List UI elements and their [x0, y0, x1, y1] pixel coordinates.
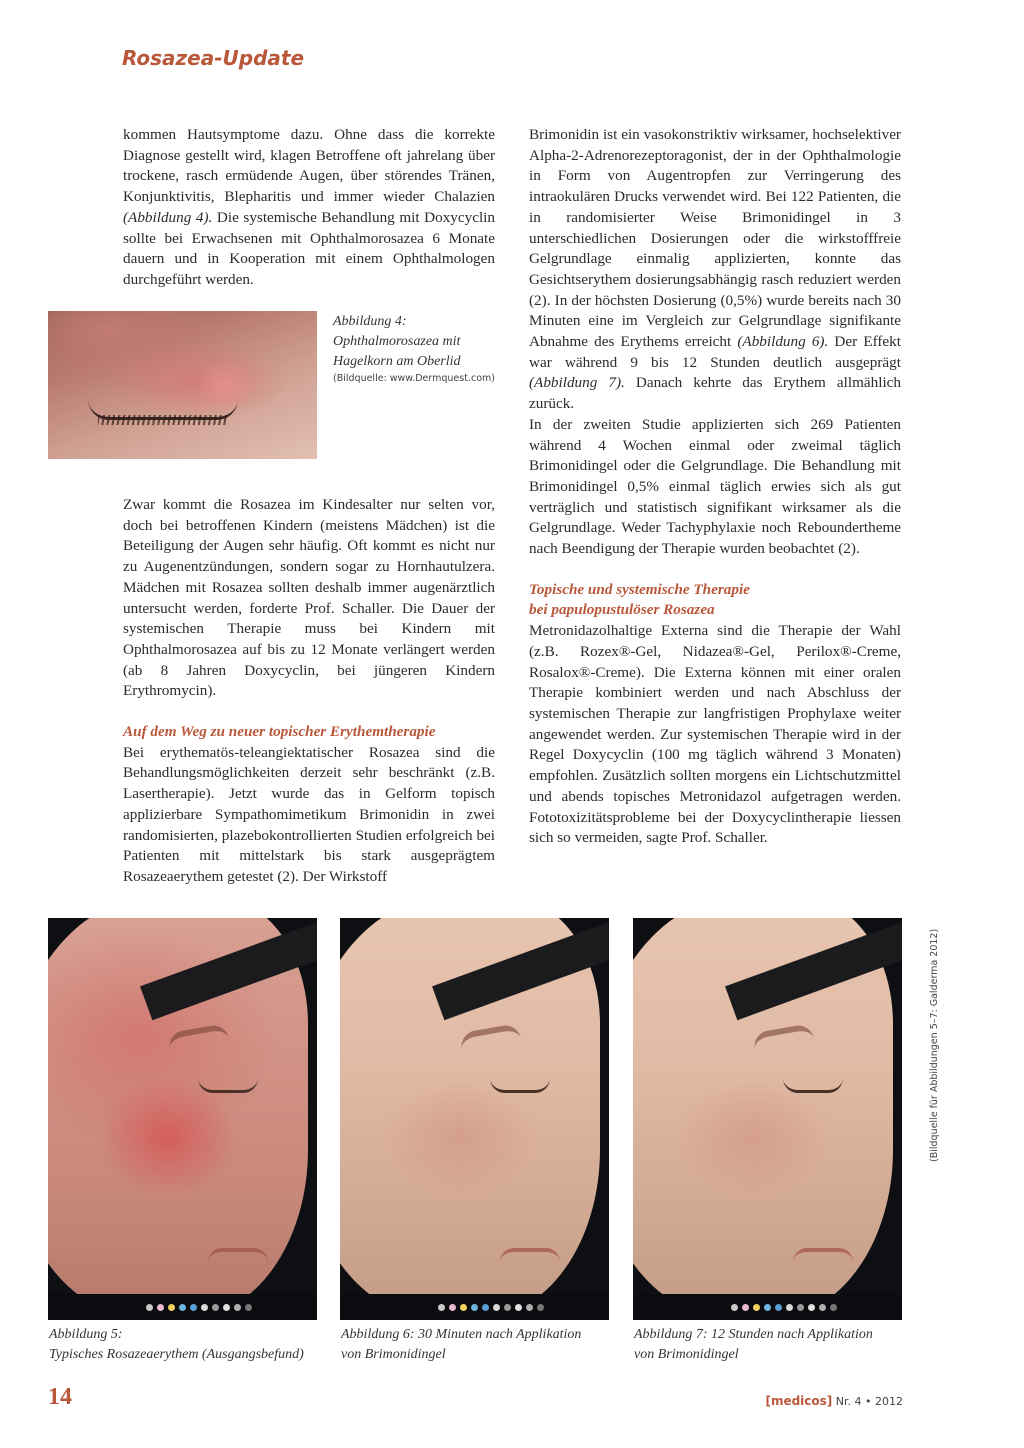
- image-source: (Bildquelle: www.Dermquest.com): [333, 373, 495, 384]
- subheading-line: bei papulopustulöser Rosazea: [529, 601, 715, 619]
- figure-reference: (Abbildung 4).: [123, 208, 213, 226]
- color-swatch: [731, 1304, 738, 1311]
- paragraph-text: Brimonidin ist ein vasokonstriktiv wirksamer, hochselektiver Alpha-2-Adrenorezeptoragonist, der in der Ophthalmologie in Form von Augentropfen zur Verringerung des intraokulären Drucks verwendet wird. Bei 122 Patienten, die in randomisierter Weise Brimonidingel in 3 unterschiedlichen Dosierungen oder die wirkstofffreie Gelgrundlage einmalig applizierten, konnte das Gesichtserythem dosierungsabhängig rasch reduziert werden (2). In der höchsten Dosierung (0,5%) wurde bereits nach 30 Minuten eine im Vergleich zur Gelgrundlage signifikante Abnahme des Erythems erreicht: [529, 126, 901, 351]
- color-swatch: [742, 1304, 749, 1311]
- image-credit-vertical: [911, 918, 940, 1162]
- caption-line: Abbildung 7: 12 Stunden nach Applikation: [634, 1327, 873, 1342]
- subheading-line: Topische und systemische Therapie: [529, 580, 750, 598]
- right-column: [529, 125, 901, 849]
- page-header-title: Rosazea-Update: [122, 46, 305, 70]
- figure-6-image: [340, 918, 609, 1320]
- caption-line: von Brimonidingel: [341, 1347, 446, 1362]
- caption-line: Ophthalmorosazea mit: [333, 334, 461, 349]
- color-swatch: [797, 1304, 804, 1311]
- paragraph: In der zweiten Studie applizierten sich 269 Patienten während 4 Wochen einmal oder zweimal täglich Brimonidingel oder die Gelgrundlage. Die Behandlung mit Brimonidingel 0,5% einmal täglich erwies sich als gut verträglich und statistisch signifikant wirksamer als die Gelgrundlage. Weder Tachyphylaxie noch Reboundertheme nach Beendigung der Therapie wurden beobachtet (2).: [529, 415, 901, 558]
- lips-shape: [208, 1248, 268, 1262]
- color-chart: [731, 1304, 837, 1311]
- color-swatch: [449, 1304, 456, 1311]
- figure-5-caption: [49, 1325, 339, 1365]
- paragraph-text: Danach kehrte das Erythem allmählich zurück.: [529, 374, 901, 413]
- color-swatch: [201, 1304, 208, 1311]
- color-swatch: [808, 1304, 815, 1311]
- paragraph: [123, 125, 495, 291]
- eye-shape: [198, 1078, 258, 1093]
- paragraph-text: Die systemische Behandlung mit Doxycyclin sollte bei Erwachsenen mit Ophthalmorosazea 6 Monate dauern und in Kooperation mit einem Ophthalmologen durchgeführt werden.: [123, 208, 495, 288]
- left-column-bottom: [123, 495, 495, 888]
- color-swatch: [438, 1304, 445, 1311]
- color-swatch: [190, 1304, 197, 1311]
- caption-line: Abbildung 4:: [333, 314, 407, 329]
- color-swatch: [223, 1304, 230, 1311]
- section-subheading: Auf dem Weg zu neuer topischer Erythemtherapie: [123, 723, 436, 741]
- color-chart: [438, 1304, 544, 1311]
- figure-reference: (Abbildung 7).: [529, 374, 625, 392]
- color-swatch: [157, 1304, 164, 1311]
- color-swatch: [764, 1304, 771, 1311]
- caption-line: Abbildung 5:: [49, 1327, 123, 1342]
- figure-4-image: [48, 311, 317, 459]
- image-credit-text: (Bildquelle für Abbildungen 5–7: Galderma 2012): [929, 928, 940, 1162]
- color-chart: [146, 1304, 252, 1311]
- figure-4-caption: [333, 312, 503, 386]
- color-swatch: [212, 1304, 219, 1311]
- paragraph: Bei erythematös-teleangiektatischer Rosazea sind die Behandlungsmöglichkeiten derzeit sehr beschränkt (z.B. Lasertherapie). Jetzt wurde das in Gelform topisch applizierbare Sympathomimetikum Brimonidin in zwei randomisierten, plazebokontrollierten Studien erfolgreich bei Patienten mit mittelstark bis stark ausgeprägtem Rosazeaerythem getestet (2). Der Wirkstoff: [123, 743, 495, 885]
- issue-info: Nr. 4 • 2012: [835, 1395, 903, 1408]
- color-swatch: [504, 1304, 511, 1311]
- color-swatch: [245, 1304, 252, 1311]
- color-swatch: [775, 1304, 782, 1311]
- caption-line: Abbildung 6: 30 Minuten nach Applikation: [341, 1327, 582, 1342]
- color-swatch: [460, 1304, 467, 1311]
- paragraph-text: Der Effekt war während 9 bis 12 Stunden deutlich ausgeprägt: [529, 333, 901, 371]
- figure-6-caption: [341, 1325, 631, 1365]
- paragraph: [529, 125, 901, 415]
- color-swatch: [493, 1304, 500, 1311]
- caption-line: Typisches Rosazeaerythem (Ausgangsbefund): [49, 1347, 304, 1362]
- figure-7-caption: [634, 1325, 924, 1365]
- paragraph: Metronidazolhaltige Externa sind die Therapie der Wahl (z.B. Rozex®-Gel, Nidazea®-Gel, Perilox®-Creme, Rosalox®-Creme). Die Externa können mit einer oralen Therapie kombiniert werden und nach Abschluss der systemischen Therapie zur langfristigen Prophylaxe weiter angewendet werden. Zur systemischen Therapie wird in der Regel Doxycyclin (100 mg täglich während 3 Monaten) empfohlen. Zusätzlich sollten morgens ein Lichtschutzmittel und abends topisches Metronidazol aufgetragen werden. Fototoxizitätsprobleme bei der Doxycyclintherapie liessen sich so vermeiden, sagte Prof. Schaller.: [529, 622, 901, 847]
- lips-shape: [793, 1248, 853, 1262]
- eyelash-shape: [98, 415, 228, 425]
- color-swatch: [482, 1304, 489, 1311]
- paragraph: Zwar kommt die Rosazea im Kindesalter nur selten vor, doch bei betroffenen Kindern (meistens Mädchen) ist die Beteiligung der Augen sehr häufig. Oft kommt es nicht nur zu Augenentzündungen, sondern sogar zu Hornhautulzera. Mädchen mit Rosazea sollten deshalb immer augenärztlich untersucht werden, forderte Prof. Schaller. Die Dauer der systemischen Therapie muss bei Kindern mit Ophthalmorosazea auf bis zu 12 Monate verlängert werden (ab 8 Jahren Doxycyclin, bei jüngeren Kindern Erythromycin).: [123, 496, 495, 700]
- color-swatch: [515, 1304, 522, 1311]
- left-column-top: [123, 125, 495, 291]
- paragraph-text: kommen Hautsymptome dazu. Ohne dass die korrekte Diagnose gestellt wird, klagen Betroffene oft jahrelang über trockene, rasch ermüdende Augen, über störendes Tränen, Konjunktivitis, Blepharitis und immer wieder Chalazien: [123, 126, 495, 206]
- eye-shape: [783, 1078, 843, 1093]
- color-swatch: [753, 1304, 760, 1311]
- figure-reference: (Abbildung 6).: [737, 333, 829, 351]
- color-swatch: [234, 1304, 241, 1311]
- publication-brand: [medicos]: [765, 1394, 833, 1408]
- color-swatch: [471, 1304, 478, 1311]
- caption-line: Hagelkorn am Oberlid: [333, 354, 461, 369]
- color-swatch: [819, 1304, 826, 1311]
- color-swatch: [526, 1304, 533, 1311]
- lips-shape: [500, 1248, 560, 1262]
- figure-7-image: [633, 918, 902, 1320]
- caption-line: von Brimonidingel: [634, 1347, 739, 1362]
- color-swatch: [146, 1304, 153, 1311]
- page-number: 14: [48, 1384, 72, 1410]
- footer-publication: [765, 1394, 903, 1408]
- color-swatch: [830, 1304, 837, 1311]
- figure-5-image: [48, 918, 317, 1320]
- color-swatch: [179, 1304, 186, 1311]
- eye-shape: [490, 1078, 550, 1093]
- color-swatch: [786, 1304, 793, 1311]
- section-subheading: [529, 580, 901, 621]
- color-swatch: [537, 1304, 544, 1311]
- color-swatch: [168, 1304, 175, 1311]
